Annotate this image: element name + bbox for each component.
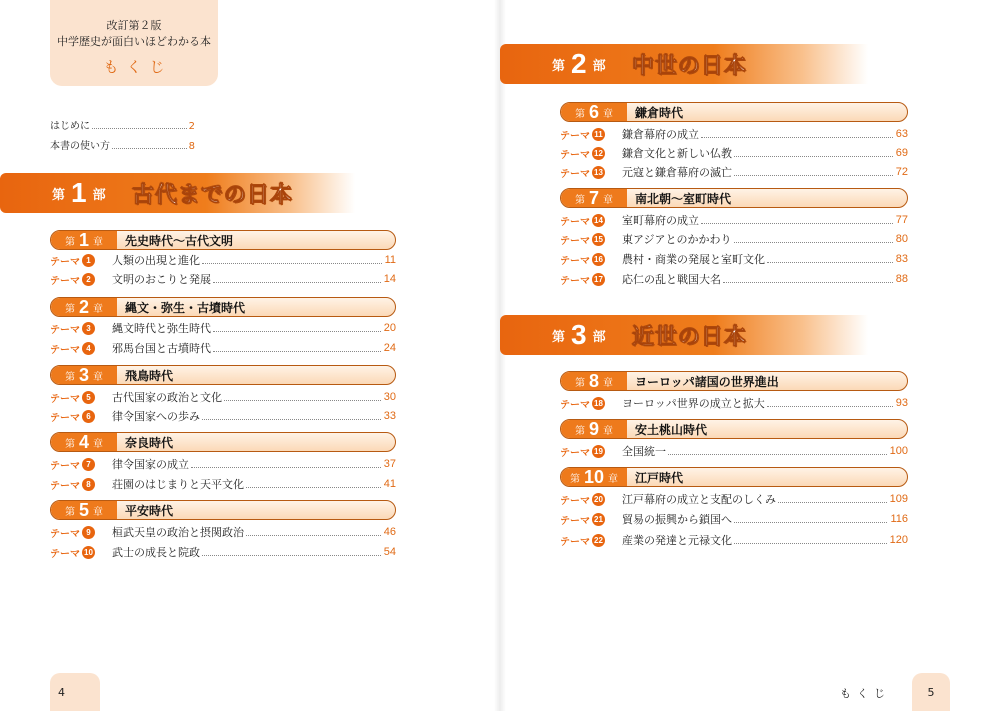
theme-page: 41: [383, 478, 396, 490]
footer-contents-label: もくじ: [840, 687, 891, 700]
part-banner[interactable]: [500, 315, 868, 355]
theme-badge: [50, 341, 112, 356]
theme-title: 鎌倉文化と新しい仏教: [622, 147, 732, 160]
theme-label: テーマ: [50, 460, 80, 472]
theme-number: 10: [82, 546, 95, 559]
chapter-number-value: 4: [78, 432, 89, 452]
theme-badge: [560, 492, 622, 507]
chapter-number-value: 1: [78, 230, 89, 250]
part-dai-label: 第: [552, 58, 566, 74]
theme-page: 63: [895, 128, 908, 140]
part-number: [552, 48, 632, 80]
theme-badge: [50, 390, 112, 405]
theme-entry[interactable]: [560, 511, 908, 527]
theme-badge: [50, 272, 112, 287]
chapter-number: [561, 103, 627, 121]
theme-title: 貿易の振興から鎖国へ: [622, 513, 732, 526]
theme-label: テーマ: [50, 548, 80, 560]
theme-entry[interactable]: [50, 320, 396, 336]
theme-badge: [560, 232, 622, 247]
chapter-number: [561, 468, 627, 486]
theme-title: 産業の発達と元禄文化: [622, 534, 732, 547]
intro-entry[interactable]: [50, 137, 195, 153]
theme-badge: [560, 165, 622, 180]
theme-badge: [50, 457, 112, 472]
chapter-bar[interactable]: [50, 230, 396, 250]
part-bu-label: 部: [592, 329, 606, 345]
chapter-bar[interactable]: [50, 500, 396, 520]
theme-title: 律令国家の成立: [112, 458, 189, 471]
chapter-number: [51, 433, 117, 451]
theme-page: 116: [890, 513, 908, 525]
theme-badge: [50, 525, 112, 540]
part-dai-label: 第: [552, 329, 566, 345]
theme-page: 93: [895, 397, 908, 409]
theme-label: テーマ: [560, 536, 590, 548]
theme-page: 88: [895, 273, 908, 285]
part-number-value: 2: [571, 48, 587, 79]
chapter-sho-label: 章: [603, 108, 613, 120]
theme-entry[interactable]: [50, 389, 396, 405]
theme-title: 農村・商業の発展と室町文化: [622, 253, 765, 266]
book-title-tab: [50, 0, 218, 86]
theme-title: 室町幕府の成立: [622, 214, 699, 227]
theme-number: 1: [82, 254, 95, 267]
chapter-bar[interactable]: [560, 188, 908, 208]
theme-number: 9: [82, 526, 95, 539]
page-number-tab: [50, 673, 100, 711]
page-number: 4: [58, 685, 65, 699]
chapter-sho-label: 章: [93, 438, 103, 450]
theme-entry[interactable]: [560, 271, 908, 287]
leader-dots: [191, 460, 381, 468]
theme-number: 15: [592, 233, 605, 246]
theme-label: テーマ: [50, 412, 80, 424]
theme-page: 30: [383, 391, 396, 403]
theme-number: 3: [82, 322, 95, 335]
theme-number: 16: [592, 253, 605, 266]
chapter-dai-label: 第: [574, 425, 585, 437]
theme-entry[interactable]: [560, 491, 908, 507]
intro-title: 本書の使い方: [50, 141, 110, 152]
theme-label: テーマ: [560, 495, 590, 507]
chapter-number: [561, 189, 627, 207]
chapter-bar[interactable]: [50, 365, 396, 385]
chapter-sho-label: 章: [608, 473, 619, 485]
chapter-number: [51, 231, 117, 249]
theme-title: 元寇と鎌倉幕府の滅亡: [622, 166, 732, 179]
theme-badge: [560, 396, 622, 411]
chapter-title: 鎌倉時代: [635, 105, 684, 120]
theme-label: テーマ: [50, 528, 80, 540]
theme-badge: [560, 127, 622, 142]
theme-label: テーマ: [560, 255, 590, 267]
theme-label: テーマ: [50, 480, 80, 492]
chapter-number: [51, 501, 117, 519]
theme-number: 7: [82, 458, 95, 471]
leader-dots: [734, 149, 893, 157]
theme-page: 20: [383, 322, 396, 334]
leader-dots: [723, 275, 893, 283]
theme-badge: [560, 512, 622, 527]
theme-number: 20: [592, 493, 605, 506]
theme-entry[interactable]: [560, 251, 908, 267]
theme-page: 33: [383, 410, 396, 422]
contents-heading: もくじ: [103, 58, 173, 76]
theme-title: 古代国家の政治と文化: [112, 391, 222, 404]
leader-dots: [767, 399, 893, 407]
theme-title: 人類の出現と進化: [112, 254, 200, 267]
part-bu-label: 部: [592, 58, 606, 74]
chapter-number: [51, 298, 117, 316]
leader-dots: [202, 412, 381, 420]
theme-badge: [560, 272, 622, 287]
chapter-bar[interactable]: [50, 432, 396, 452]
theme-page: 37: [383, 458, 396, 470]
chapter-number-value: 7: [588, 188, 599, 208]
theme-entry[interactable]: [560, 532, 908, 548]
chapter-sho-label: 章: [603, 194, 613, 206]
chapter-dai-label: 第: [574, 194, 585, 206]
chapter-sho-label: 章: [603, 377, 613, 389]
theme-title: 全国統一: [622, 445, 666, 458]
chapter-dai-label: 第: [64, 236, 75, 248]
theme-label: テーマ: [50, 324, 80, 336]
theme-number: 2: [82, 273, 95, 286]
chapter-sho-label: 章: [603, 425, 613, 437]
intro-page: 8: [188, 141, 195, 152]
chapter-title: 先史時代〜古代文明: [125, 233, 234, 248]
theme-number: 11: [592, 128, 605, 141]
theme-number: 14: [592, 214, 605, 227]
theme-number: 6: [82, 410, 95, 423]
theme-title: 桓武天皇の政治と摂関政治: [112, 526, 244, 539]
theme-badge: [560, 533, 622, 548]
theme-entry[interactable]: [50, 456, 396, 472]
part-banner[interactable]: [0, 173, 355, 213]
theme-entry[interactable]: [50, 271, 396, 287]
theme-badge: [50, 321, 112, 336]
theme-number: 4: [82, 342, 95, 355]
chapter-sho-label: 章: [93, 371, 103, 383]
leader-dots: [734, 168, 893, 176]
chapter-title: 縄文・弥生・古墳時代: [125, 300, 246, 315]
chapter-dai-label: 第: [64, 438, 75, 450]
theme-entry[interactable]: [50, 544, 396, 560]
chapter-number-value: 8: [588, 371, 599, 391]
leader-dots: [213, 275, 381, 283]
chapter-number: [51, 366, 117, 384]
leader-dots: [202, 256, 382, 264]
theme-page: 109: [889, 493, 908, 505]
theme-entry[interactable]: [50, 524, 396, 540]
theme-title: 文明のおこりと発展: [112, 273, 211, 286]
theme-badge: [560, 146, 622, 161]
chapter-dai-label: 第: [64, 506, 75, 518]
theme-entry[interactable]: [560, 164, 908, 180]
chapter-dai-label: 第: [569, 473, 580, 485]
chapter-number-value: 3: [78, 365, 89, 385]
chapter-bar[interactable]: [560, 419, 908, 439]
chapter-title: 安土桃山時代: [635, 422, 708, 437]
page-number-tab: [912, 673, 950, 711]
part-bu-label: 部: [92, 187, 106, 203]
leader-dots: [92, 128, 187, 129]
chapter-title: ヨーロッパ諸国の世界進出: [635, 374, 779, 389]
part-title: 古代までの日本: [132, 182, 294, 208]
theme-title: 鎌倉幕府の成立: [622, 128, 699, 141]
chapter-sho-label: 章: [93, 506, 103, 518]
part-dai-label: 第: [52, 187, 66, 203]
chapter-bar[interactable]: [50, 297, 396, 317]
theme-number: 19: [592, 445, 605, 458]
chapter-bar[interactable]: [560, 467, 908, 487]
theme-title: 江戸幕府の成立と支配のしくみ: [622, 493, 776, 506]
theme-page: 120: [889, 534, 908, 546]
theme-badge: [50, 545, 112, 560]
part-number: [552, 319, 632, 351]
theme-entry[interactable]: [560, 395, 908, 411]
theme-page: 11: [384, 254, 396, 266]
chapter-dai-label: 第: [64, 303, 75, 315]
theme-title: 応仁の乱と戦国大名: [622, 273, 721, 286]
theme-label: テーマ: [50, 344, 80, 356]
chapter-number: [561, 420, 627, 438]
theme-page: 80: [895, 233, 908, 245]
leader-dots: [202, 548, 381, 556]
theme-entry[interactable]: [50, 252, 396, 268]
theme-number: 8: [82, 478, 95, 491]
theme-label: テーマ: [50, 393, 80, 405]
theme-number: 5: [82, 391, 95, 404]
part-number-value: 3: [571, 319, 587, 350]
theme-page: 72: [895, 166, 908, 178]
theme-title: 邪馬台国と古墳時代: [112, 342, 211, 355]
chapter-number-value: 2: [78, 297, 89, 317]
chapter-number-value: 5: [78, 500, 89, 520]
chapter-title: 平安時代: [125, 503, 174, 518]
leader-dots: [213, 344, 381, 352]
theme-entry[interactable]: [560, 145, 908, 161]
theme-entry[interactable]: [560, 212, 908, 228]
theme-badge: [560, 213, 622, 228]
leader-dots: [701, 216, 893, 224]
theme-entry[interactable]: [50, 408, 396, 424]
chapter-sho-label: 章: [93, 303, 103, 315]
leader-dots: [112, 148, 187, 149]
intro-entry[interactable]: [50, 117, 195, 133]
leader-dots: [734, 235, 893, 243]
chapter-title: 南北朝〜室町時代: [635, 191, 732, 206]
leader-dots: [778, 495, 887, 503]
theme-label: テーマ: [560, 447, 590, 459]
theme-badge: [560, 444, 622, 459]
edition-label: 改訂第２版: [106, 19, 162, 32]
chapter-number-value: 10: [583, 467, 605, 487]
chapter-number-value: 9: [588, 419, 599, 439]
theme-title: 東アジアとのかかわり: [622, 233, 732, 246]
chapter-bar[interactable]: [560, 371, 908, 391]
leader-dots: [213, 324, 381, 332]
theme-entry[interactable]: [50, 340, 396, 356]
chapter-number-value: 6: [588, 102, 599, 122]
book-title: 中学歴史が面白いほどわかる本: [57, 35, 211, 48]
theme-entry[interactable]: [560, 231, 908, 247]
part-banner[interactable]: [500, 44, 868, 84]
theme-number: 13: [592, 166, 605, 179]
theme-badge: [50, 409, 112, 424]
chapter-title: 江戸時代: [635, 470, 684, 485]
part-number: [52, 177, 132, 209]
chapter-title: 飛鳥時代: [125, 368, 174, 383]
leader-dots: [701, 130, 893, 138]
theme-page: 14: [383, 273, 396, 285]
leader-dots: [224, 393, 381, 401]
theme-page: 83: [895, 253, 908, 265]
theme-entry[interactable]: [50, 476, 396, 492]
leader-dots: [734, 515, 887, 523]
theme-badge: [50, 253, 112, 268]
theme-label: テーマ: [50, 256, 80, 268]
chapter-sho-label: 章: [93, 236, 103, 248]
theme-page: 77: [895, 214, 908, 226]
theme-title: 律令国家への歩み: [112, 410, 200, 423]
intro-page: 2: [188, 121, 195, 132]
theme-label: テーマ: [560, 149, 590, 161]
theme-entry[interactable]: [560, 443, 908, 459]
theme-badge: [560, 252, 622, 267]
theme-number: 17: [592, 273, 605, 286]
theme-label: テーマ: [50, 275, 80, 287]
theme-number: 22: [592, 534, 605, 547]
chapter-number: [561, 372, 627, 390]
part-title: 近世の日本: [632, 324, 748, 350]
part-number-value: 1: [71, 177, 87, 208]
chapter-dai-label: 第: [574, 108, 585, 120]
theme-page: 54: [383, 546, 396, 558]
theme-label: テーマ: [560, 515, 590, 527]
intro-title: はじめに: [50, 121, 90, 132]
leader-dots: [668, 447, 887, 455]
chapter-bar[interactable]: [560, 102, 908, 122]
theme-badge: [50, 477, 112, 492]
theme-label: テーマ: [560, 235, 590, 247]
theme-number: 12: [592, 147, 605, 160]
theme-page: 24: [383, 342, 396, 354]
theme-number: 21: [592, 513, 605, 526]
chapter-dai-label: 第: [574, 377, 585, 389]
theme-label: テーマ: [560, 216, 590, 228]
theme-page: 46: [383, 526, 396, 538]
theme-label: テーマ: [560, 275, 590, 287]
theme-label: テーマ: [560, 168, 590, 180]
leader-dots: [246, 480, 381, 488]
theme-title: 荘園のはじまりと天平文化: [112, 478, 244, 491]
chapter-dai-label: 第: [64, 371, 75, 383]
theme-page: 69: [895, 147, 908, 159]
theme-title: 縄文時代と弥生時代: [112, 322, 211, 335]
theme-number: 18: [592, 397, 605, 410]
leader-dots: [246, 528, 381, 536]
right-page: [500, 0, 1000, 711]
theme-entry[interactable]: [560, 126, 908, 142]
theme-label: テーマ: [560, 130, 590, 142]
theme-title: 武士の成長と院政: [112, 546, 200, 559]
leader-dots: [734, 536, 887, 544]
theme-title: ヨーロッパ世界の成立と拡大: [622, 397, 765, 410]
theme-page: 100: [889, 445, 908, 457]
chapter-title: 奈良時代: [125, 435, 174, 450]
page-number: 5: [927, 685, 935, 699]
leader-dots: [767, 255, 893, 263]
theme-label: テーマ: [560, 399, 590, 411]
part-title: 中世の日本: [632, 53, 748, 79]
